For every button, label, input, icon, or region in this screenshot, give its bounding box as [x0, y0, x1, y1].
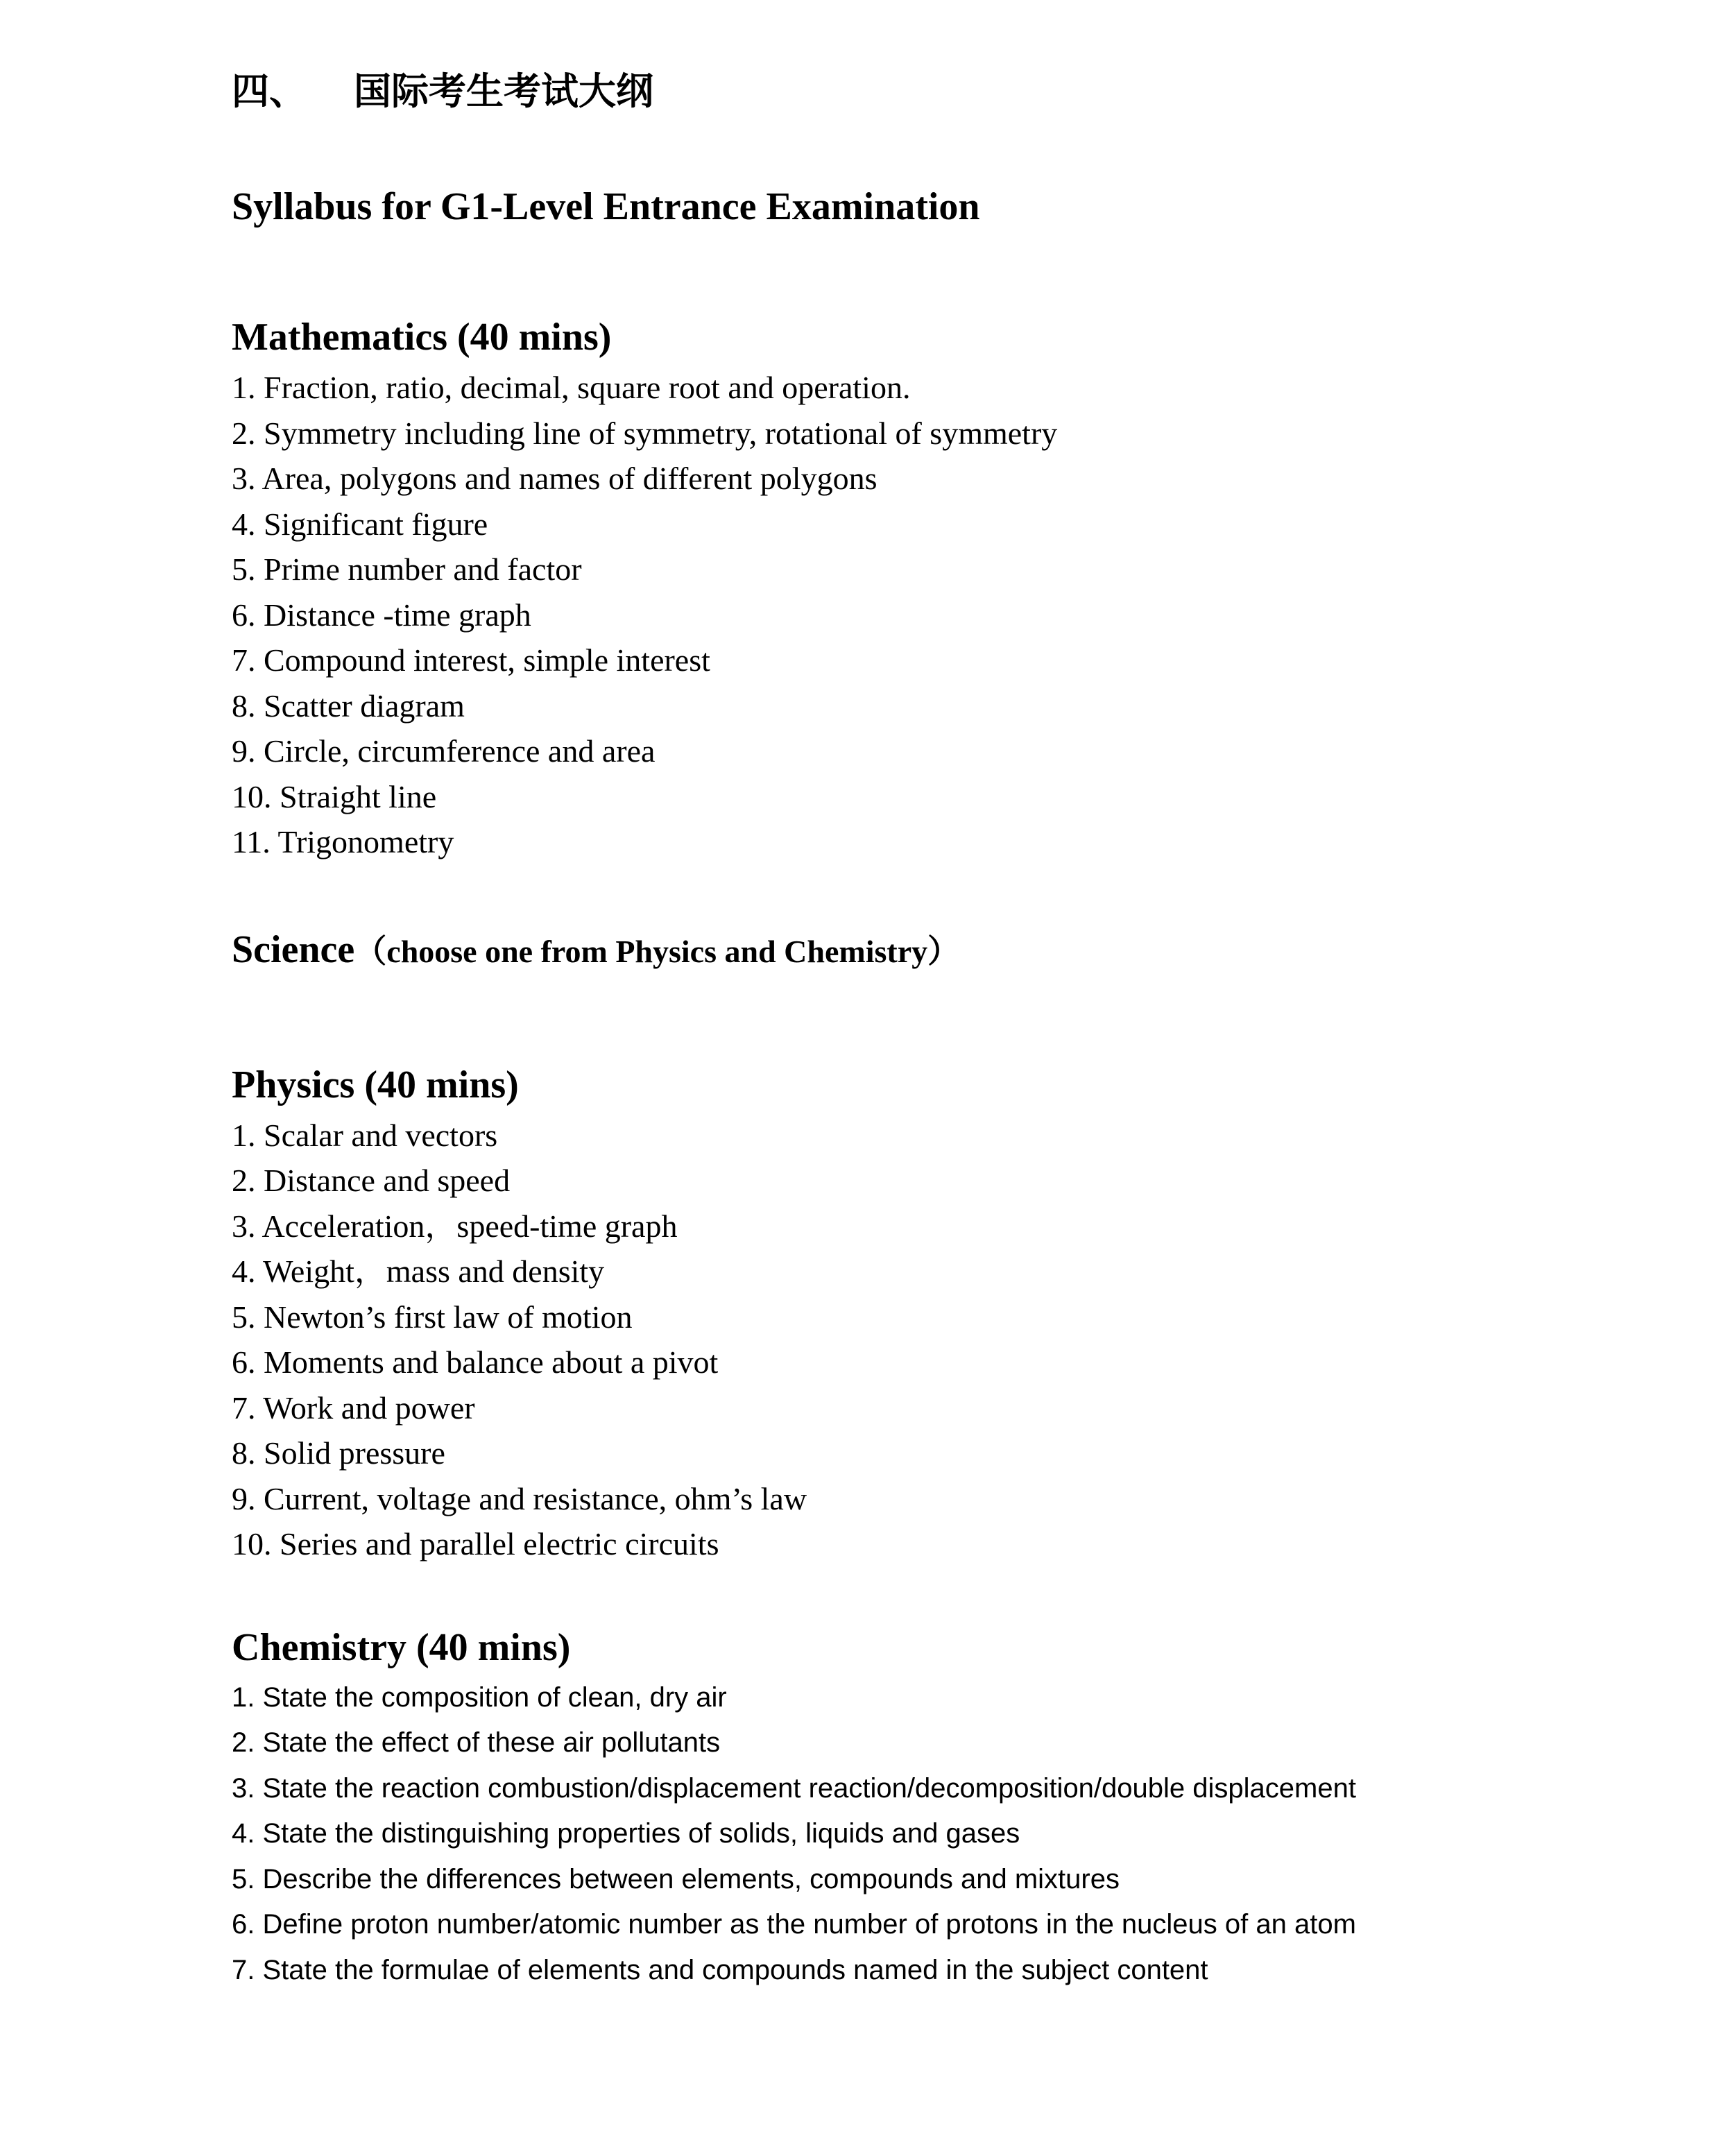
science-title: Science [232, 927, 355, 971]
physics-heading: Physics (40 mins) [232, 1063, 519, 1106]
list-item: 5. Describe the differences between elements, compounds and mixtures [232, 1863, 1120, 1894]
list-item: 8. Scatter diagram [232, 687, 465, 724]
section-title: 国际考生考试大纲 [354, 69, 653, 113]
list-item: 10. Series and parallel electric circuits [232, 1526, 719, 1562]
list-item: 4. Weight，mass and density [232, 1254, 605, 1289]
mathematics-heading: Mathematics (40 mins) [232, 316, 612, 359]
chemistry-topic-list [232, 1675, 1550, 1994]
physics-topic-list [232, 1113, 1550, 1567]
list-item: 3. Acceleration，speed-time graph [232, 1208, 678, 1244]
mathematics-topic-list [232, 365, 1550, 865]
list-item: 1. State the composition of clean, dry air [232, 1682, 727, 1713]
list-item: 6. Moments and balance about a pivot [232, 1344, 719, 1380]
list-item: 7. State the formulae of elements and compounds named in the subject content [232, 1954, 1208, 1985]
list-item: 7. Compound interest, simple interest [232, 642, 710, 678]
list-item: 6. Define proton number/atomic number as the number of protons in the nucleus of an atom [232, 1909, 1356, 1940]
science-subtitle: （choose one from Physics and Chemistry） [354, 933, 960, 969]
list-item: 1. Fraction, ratio, decimal, square root and operation. [232, 370, 911, 405]
list-item: 11. Trigonometry [232, 824, 454, 859]
list-item: 3. Area, polygons and names of different polygons [232, 461, 877, 496]
syllabus-title: Syllabus for G1-Level Entrance Examination [232, 185, 980, 228]
list-item: 8. Solid pressure [232, 1435, 445, 1471]
list-item: 2. State the effect of these air pollutants [232, 1727, 721, 1758]
list-item: 4. Significant figure [232, 506, 488, 542]
list-item: 1. Scalar and vectors [232, 1117, 498, 1153]
list-item: 3. State the reaction combustion/displacement reaction/decomposition/double displacement [232, 1772, 1356, 1804]
list-item: 7. Work and power [232, 1389, 475, 1426]
list-item: 9. Circle, circumference and area [232, 733, 656, 769]
list-item: 4. State the distinguishing properties of solids, liquids and gases [232, 1818, 1020, 1849]
science-heading [232, 922, 1550, 979]
list-item: 5. Newton’s first law of motion [232, 1299, 633, 1335]
list-item: 10. Straight line [232, 778, 437, 814]
document-content [232, 64, 1550, 1993]
list-item: 2. Distance and speed [232, 1163, 511, 1198]
list-item: 9. Current, voltage and resistance, ohm’s law [232, 1480, 807, 1516]
chinese-section-heading [232, 64, 1550, 119]
list-item: 5. Prime number and factor [232, 551, 582, 587]
section-number: 四、 [232, 69, 307, 113]
list-item: 6. Distance -time graph [232, 597, 531, 633]
list-item: 2. Symmetry including line of symmetry, rotational of symmetry [232, 415, 1058, 451]
chemistry-heading: Chemistry (40 mins) [232, 1625, 571, 1669]
